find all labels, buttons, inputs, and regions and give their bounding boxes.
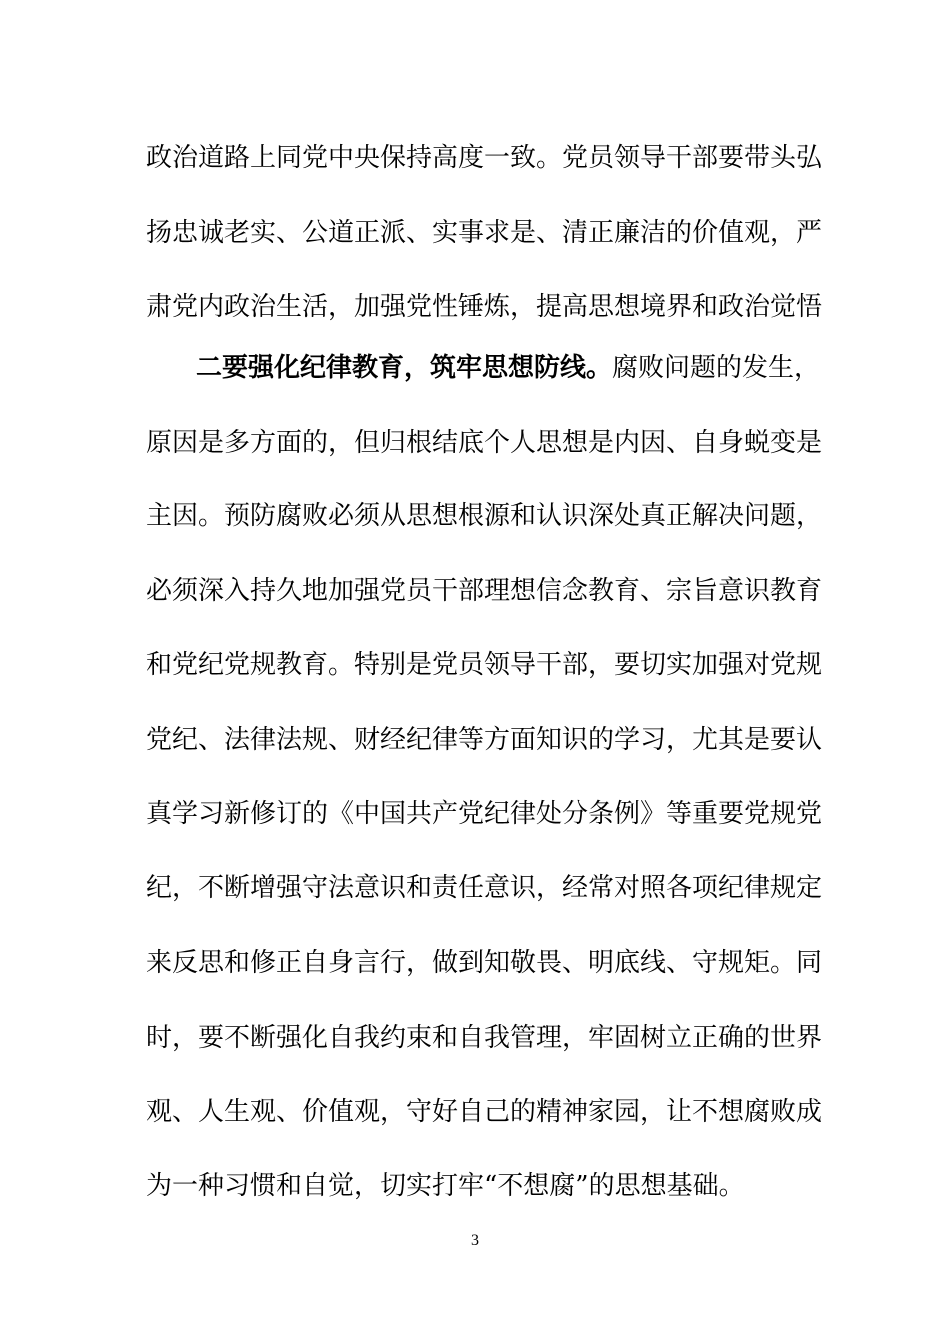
text-line: 纪，不断增强守法意识和责任意识，经常对照各项纪律规定 xyxy=(146,873,823,903)
text-line: 主因。预防腐败必须从思想根源和认识深处真正解决问题， xyxy=(146,501,823,531)
page-number: 3 xyxy=(471,1232,479,1249)
text-run: 腐败问题的发生， xyxy=(612,353,821,383)
text-line: 肃党内政治生活，加强党性锤炼，提高思想境界和政治觉悟 xyxy=(146,292,823,322)
text-line: 观、人生观、价值观，守好自己的精神家园，让不想腐败成 xyxy=(146,1097,823,1127)
text-line: 原因是多方面的，但归根结底个人思想是内因、自身蜕变是 xyxy=(146,428,823,458)
text-line: 必须深入持久地加强党员干部理想信念教育、宗旨意识教育 xyxy=(146,576,823,606)
text-line: 党纪、法律法规、财经纪律等方面知识的学习，尤其是要认 xyxy=(146,725,823,755)
text-line: 为一种习惯和自觉，切实打牢“不想腐”的思想基础。 xyxy=(146,1171,745,1201)
text-line: 和党纪党规教育。特别是党员领导干部，要切实加强对党规 xyxy=(146,650,823,680)
text-line: 时，要不断强化自我约束和自我管理，牢固树立正确的世界 xyxy=(146,1023,823,1053)
section-heading: 二要强化纪律教育，筑牢思想防线。 xyxy=(196,353,613,383)
text-line: 真学习新修订的《中国共产党纪律处分条例》等重要党规党 xyxy=(146,799,823,829)
text-line: 来反思和修正自身言行，做到知敬畏、明底线、守规矩。同 xyxy=(146,948,823,978)
text-line: 扬忠诚老实、公道正派、实事求是、清正廉洁的价值观，严 xyxy=(146,218,823,248)
text-line: 政治道路上同党中央保持高度一致。党员领导干部要带头弘 xyxy=(146,143,823,173)
paragraph-first-line xyxy=(196,353,821,383)
